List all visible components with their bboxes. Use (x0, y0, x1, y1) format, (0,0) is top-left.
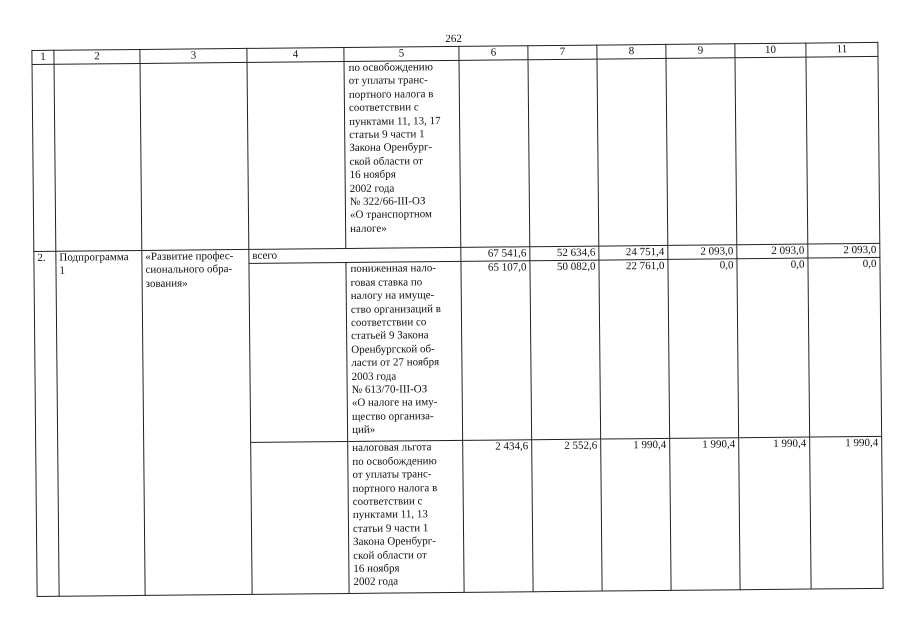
value-7: 50 082,0 (530, 260, 601, 440)
col-header-3: 3 (140, 48, 247, 63)
total-value-9: 2 093,0 (668, 245, 737, 260)
total-label: всего (249, 247, 461, 263)
page-number: 262 (445, 32, 462, 46)
col-header-2: 2 (54, 49, 140, 64)
value-11: 0,0 (808, 258, 882, 438)
measure-description: пониженная нало- говая ставка по налогу на имуще- ство организаций в соответствии со статьей 9 Закона Оренбургской об- ласти от 27 ноября 2003 года № 613/70-III-ОЗ «О налоге на иму- щество организа- ций» (346, 262, 463, 442)
value-7: 2 552,6 (532, 439, 602, 592)
total-value-11: 2 093,0 (808, 243, 880, 258)
measure-description: по освобождению от уплаты транс- портного налога в соответствии с пунктами 11, 13, 17 статьи 9 части 1 Закона Оренбург- ской области от 16 ноября 2002 года № 322/66-III-ОЗ «О транспортном налоге» (344, 60, 461, 248)
col-header-6: 6 (459, 46, 528, 61)
value-6: 2 434,6 (463, 440, 533, 593)
col-header-10: 10 (735, 43, 806, 58)
value-8: 1 990,4 (601, 439, 671, 592)
total-value-6: 67 541,6 (461, 247, 530, 262)
row-number: 2. (34, 251, 59, 597)
col-header-4: 4 (247, 48, 344, 63)
program-name: «Развитие профес- сионального обра- зования» (142, 249, 252, 595)
col-header-5: 5 (344, 46, 459, 61)
program-type: Подпрограмма 1 (56, 250, 145, 596)
measure-description: налоговая льгота по освобождению от уплаты транс- портного налога в соответствии с пунктами 11, 13 статьи 9 части 1 Закона Оренбург- ской области от 16 ноября 2002 года (348, 441, 464, 594)
col-header-9: 9 (666, 44, 735, 59)
table-row-continued (32, 56, 880, 251)
total-value-7: 52 634,6 (530, 246, 599, 261)
value-11: 1 990,4 (810, 437, 883, 590)
value-9: 0,0 (668, 259, 739, 439)
value-8: 22 761,0 (599, 260, 670, 440)
value-10: 0,0 (737, 258, 810, 438)
budget-table (31, 42, 883, 598)
col-header-7: 7 (528, 45, 597, 60)
total-value-10: 2 093,0 (737, 244, 808, 259)
value-6: 65 107,0 (461, 261, 532, 441)
value-9: 1 990,4 (670, 438, 740, 591)
col-header-1: 1 (32, 50, 54, 64)
col-header-11: 11 (806, 42, 878, 57)
value-10: 1 990,4 (739, 437, 811, 590)
total-value-8: 24 751,4 (599, 245, 668, 260)
col-header-8: 8 (597, 44, 666, 59)
